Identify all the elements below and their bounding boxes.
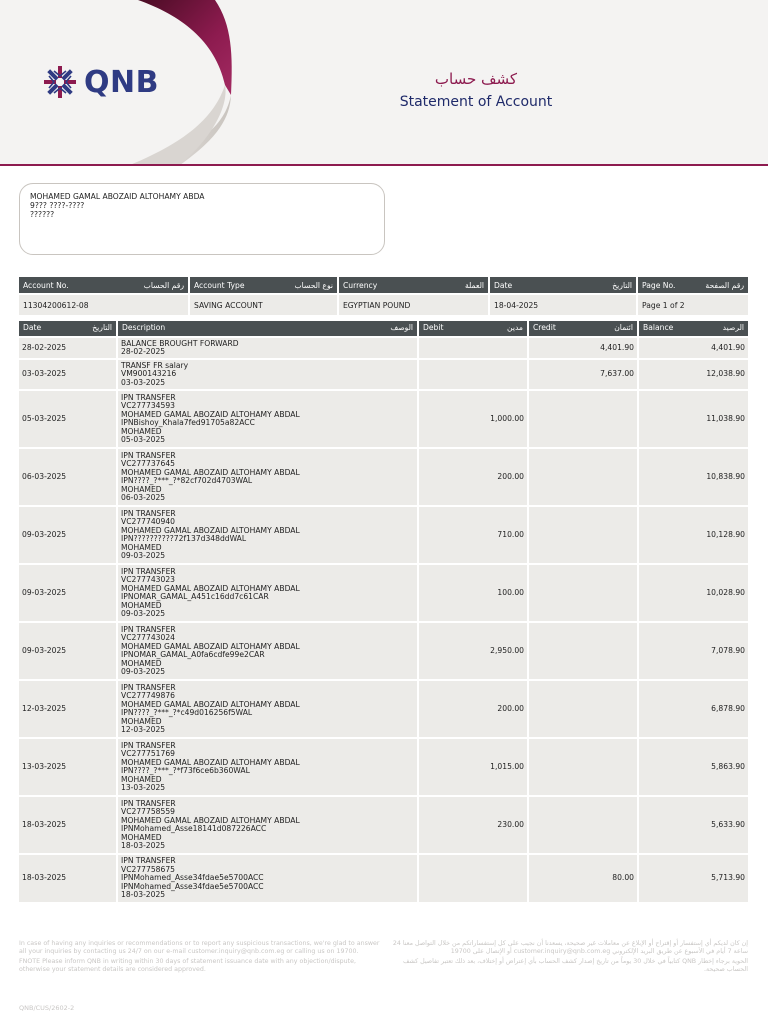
row-description: IPN TRANSFER VC277737645 MOHAMED GAMAL ABOZAID ALTOHAMY ABDAL IPN????_?***_?*82cf702d4703WAL MOHAMED 06-03-2025 [118, 449, 417, 505]
table-row [19, 565, 748, 621]
row-date: 18-03-2025 [19, 797, 116, 853]
row-debit: 2,950.00 [419, 623, 527, 679]
header-label-arabic: العملة [464, 280, 484, 290]
header-date [490, 277, 636, 293]
account-info-values [19, 295, 748, 315]
header-label-arabic: التاريخ [92, 323, 112, 333]
table-row [19, 338, 748, 358]
footer-note-text-arabic: الحوية برجاء إخطار QNB كتابياً في خلال 30 يوماً من تاريخ إصدار كشف الحساب بأي إعتراض أو إختلاف، بعد ذلك تعتبر تفاصيل كشف الحساب صحيحة. [402, 958, 748, 973]
row-credit [529, 681, 637, 737]
row-balance: 7,078.90 [639, 623, 748, 679]
row-credit: 7,637.00 [529, 360, 637, 389]
row-credit [529, 565, 637, 621]
row-debit [419, 338, 527, 358]
header-label: Credit [533, 323, 556, 333]
footer-inquiry-text: In case of having any inquiries or recommendations or to report any suspicious transactions, we're glad to answer all your inquiries by contacting us 24/7 on our e-mail customer.inquiry@qnb.com.eg or calling us on 19700. [19, 940, 380, 955]
customer-address-line: 9??? ????-???? [30, 201, 85, 210]
row-balance: 10,128.90 [639, 507, 748, 563]
account-info-table [19, 277, 748, 315]
header-page-no [638, 277, 748, 293]
header-label: Date [494, 280, 513, 290]
row-debit [419, 360, 527, 389]
row-balance: 5,863.90 [639, 739, 748, 795]
page-number: Page 1 of 2 [638, 295, 748, 315]
transactions-table [19, 321, 748, 904]
header-label: Balance [643, 323, 674, 333]
header-label-arabic: رقم الصفحة [705, 280, 744, 290]
row-credit [529, 449, 637, 505]
row-description: IPN TRANSFER VC277758559 MOHAMED GAMAL ABOZAID ALTOHAMY ABDAL IPNMohamed_Asse18141d087226ACC MOHAMED 18-03-2025 [118, 797, 417, 853]
header-label: Date [23, 323, 42, 333]
row-date: 09-03-2025 [19, 565, 116, 621]
statement-header [0, 0, 768, 165]
row-debit: 230.00 [419, 797, 527, 853]
row-description: IPN TRANSFER VC277749876 MOHAMED GAMAL ABOZAID ALTOHAMY ABDAL IPN????_?***_?*c49d016256f5WAL MOHAMED 12-03-2025 [118, 681, 417, 737]
row-date: 06-03-2025 [19, 449, 116, 505]
account-info-header [19, 277, 748, 293]
customer-name: MOHAMED GAMAL ABOZAID ALTOHAMY ABDA [30, 192, 205, 201]
table-row [19, 739, 748, 795]
footer-note-text: FNOTE Please inform QNB in writing within 30 days of statement issuance date with any objection/dispute, otherwise your statement details are considered approved. [19, 958, 356, 973]
table-row [19, 507, 748, 563]
row-debit: 710.00 [419, 507, 527, 563]
table-row [19, 360, 748, 389]
footer-inquiry-text-arabic: إن كان لديكم أي إستفسار أو إقتراح أو الإبلاغ عن معاملات غير صحيحة، يسعدنا أن نجيب على كل إستفساراتكم من خلال التواصل معنا 24 ساعة 7 أيام في الأسبوع عن طريق البريد الإلكتروني customer.inquiry@qnb.com.eg أو الإتصال على 19700 [392, 940, 748, 955]
row-debit: 200.00 [419, 681, 527, 737]
row-credit [529, 391, 637, 447]
column-header-description [118, 321, 417, 336]
row-debit: 200.00 [419, 449, 527, 505]
row-date: 09-03-2025 [19, 507, 116, 563]
row-description: IPN TRANSFER VC277740940 MOHAMED GAMAL ABOZAID ALTOHAMY ABDAL IPN??????????72f137d348ddWAL MOHAMED 09-03-2025 [118, 507, 417, 563]
row-description: IPN TRANSFER VC277743023 MOHAMED GAMAL ABOZAID ALTOHAMY ABDAL IPNOMAR_GAMAL_A451c16dd7c61CAR MOHAMED 09-03-2025 [118, 565, 417, 621]
header-label-arabic: رقم الحساب [143, 280, 184, 290]
header-label: Account Type [194, 280, 245, 290]
row-balance: 10,838.90 [639, 449, 748, 505]
row-date: 13-03-2025 [19, 739, 116, 795]
row-description: IPN TRANSFER VC277743024 MOHAMED GAMAL ABOZAID ALTOHAMY ABDAL IPNOMAR_GAMAL_A0fa6cdfe99e2CAR MOHAMED 09-03-2025 [118, 623, 417, 679]
row-balance: 5,633.90 [639, 797, 748, 853]
header-label: Account No. [23, 280, 69, 290]
row-balance: 4,401.90 [639, 338, 748, 358]
page-title: Statement of Account [399, 94, 553, 110]
row-description: IPN TRANSFER VC277734593 MOHAMED GAMAL ABOZAID ALTOHAMY ABDAL IPNBishoy_Khala7fed91705a82ACC MOHAMED 05-03-2025 [118, 391, 417, 447]
statement-date: 18-04-2025 [490, 295, 636, 315]
column-header-date [19, 321, 116, 336]
row-date: 03-03-2025 [19, 360, 116, 389]
row-credit: 4,401.90 [529, 338, 637, 358]
row-debit: 1,015.00 [419, 739, 527, 795]
row-date: 28-02-2025 [19, 338, 116, 358]
row-credit: 80.00 [529, 855, 637, 902]
qnb-logo [42, 64, 159, 100]
column-header-balance [639, 321, 748, 336]
row-date: 05-03-2025 [19, 391, 116, 447]
row-description: IPN TRANSFER VC277758675 IPNMohamed_Asse34fdae5e5700ACC IPNMohamed_Asse34fdae5e5700ACC 18-03-2025 [118, 855, 417, 902]
row-balance: 12,038.90 [639, 360, 748, 389]
footer-notice-arabic [392, 940, 748, 976]
header-label-arabic: الوصف [390, 323, 413, 333]
table-row [19, 623, 748, 679]
customer-address-line: ?????? [30, 210, 55, 219]
row-date: 18-03-2025 [19, 855, 116, 902]
table-row [19, 797, 748, 853]
row-credit [529, 797, 637, 853]
row-balance: 11,038.90 [639, 391, 748, 447]
account-number: 11304200612-08 [19, 295, 188, 315]
account-currency: EGYPTIAN POUND [339, 295, 488, 315]
row-balance: 6,878.90 [639, 681, 748, 737]
table-row [19, 855, 748, 902]
table-row [19, 391, 748, 447]
document-code: QNB/CUS/2602-2 [19, 1004, 75, 1012]
footer-notice [19, 940, 384, 976]
header-label-arabic: مدين [507, 323, 523, 333]
customer-address-box [19, 183, 385, 255]
row-description: IPN TRANSFER VC277751769 MOHAMED GAMAL ABOZAID ALTOHAMY ABDAL IPN????_?***_?*f73f6ce6b360WAL MOHAMED 13-03-2025 [118, 739, 417, 795]
row-date: 12-03-2025 [19, 681, 116, 737]
row-debit: 1,000.00 [419, 391, 527, 447]
header-label-arabic: التاريخ [612, 280, 632, 290]
header-label: Description [122, 323, 166, 333]
row-debit [419, 855, 527, 902]
header-label: Debit [423, 323, 444, 333]
row-description: TRANSF FR salary VM900143216 03-03-2025 [118, 360, 417, 389]
row-balance: 10,028.90 [639, 565, 748, 621]
header-label: Page No. [642, 280, 676, 290]
header-label-arabic: ائتمان [614, 323, 633, 333]
header-currency [339, 277, 488, 293]
row-debit: 100.00 [419, 565, 527, 621]
row-description: BALANCE BROUGHT FORWARD 28-02-2025 [118, 338, 417, 358]
transactions-header [19, 321, 748, 336]
header-label-arabic: نوع الحساب [294, 280, 333, 290]
header-account-type [190, 277, 337, 293]
table-row [19, 449, 748, 505]
row-credit [529, 739, 637, 795]
column-header-credit [529, 321, 637, 336]
row-balance: 5,713.90 [639, 855, 748, 902]
header-account-no [19, 277, 188, 293]
account-type: SAVING ACCOUNT [190, 295, 337, 315]
page-title-arabic: كشف حساب [434, 70, 518, 88]
header-divider [0, 164, 768, 166]
header-label: Currency [343, 280, 378, 290]
table-row [19, 681, 748, 737]
logo-wordmark: QNB [84, 64, 159, 100]
row-credit [529, 623, 637, 679]
column-header-debit [419, 321, 527, 336]
row-date: 09-03-2025 [19, 623, 116, 679]
row-credit [529, 507, 637, 563]
qnb-snowflake-icon [42, 64, 78, 100]
header-label-arabic: الرصيد [722, 323, 744, 333]
